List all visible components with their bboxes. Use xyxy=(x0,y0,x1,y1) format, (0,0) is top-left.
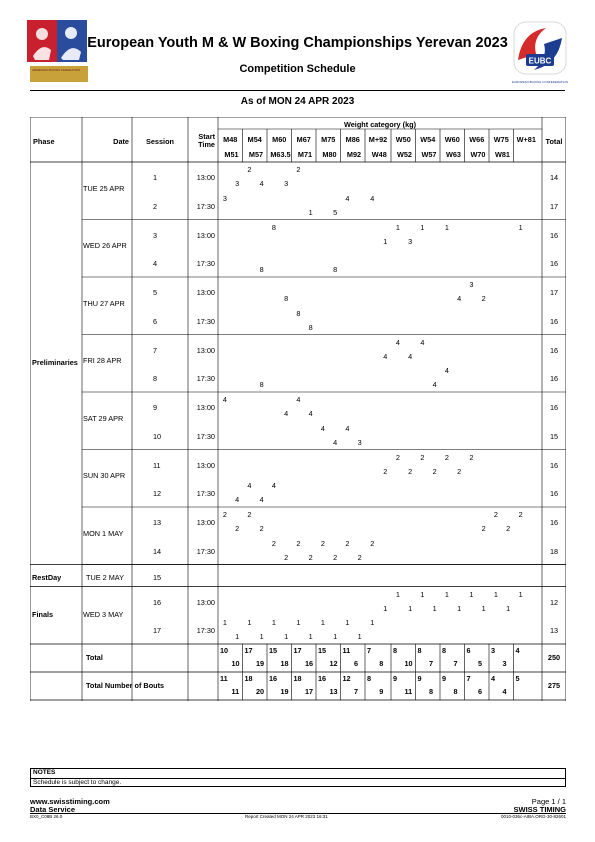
bouts-row-W66: 7 xyxy=(466,674,471,683)
day1-s2-start-time: 17:30 xyxy=(196,201,215,211)
day6-s2-start-time: 17:30 xyxy=(196,489,215,499)
bouts-row-M86: 12 xyxy=(342,674,351,683)
header-weight-W50: W50 xyxy=(395,135,411,144)
bouts-row-W70: 6 xyxy=(477,687,483,696)
day7-s2-count-M67: 2 xyxy=(296,538,301,548)
day6-s1-count-W52: 2 xyxy=(408,466,413,476)
notes-text: Schedule is subject to change. xyxy=(33,779,122,786)
header-weight-W81: W81 xyxy=(494,150,510,159)
finals-s2-count-M71: 1 xyxy=(308,632,313,642)
bouts-row-W63: 8 xyxy=(453,687,458,696)
phase-preliminaries: Preliminaries xyxy=(32,358,78,368)
day7-s2-count-M86: 2 xyxy=(345,538,350,548)
bouts-row-W54: 9 xyxy=(417,674,422,683)
finals-s2-count-M92: 1 xyxy=(357,632,362,642)
day6-s1-count-W57: 2 xyxy=(432,466,437,476)
day-date: MON 1 MAY xyxy=(83,528,124,538)
header-weight-W66: W66 xyxy=(469,135,485,144)
day2-s1-count-W48: 1 xyxy=(383,236,388,246)
finals-s2-count-M48: 1 xyxy=(222,618,227,628)
day2-s1-total: 16 xyxy=(549,230,559,240)
day1-s2-count-M48: 3 xyxy=(222,193,227,203)
day5-s2-count-M86: 4 xyxy=(345,423,350,433)
total-row-M57: 19 xyxy=(255,659,265,668)
day1-s2-total: 17 xyxy=(549,201,559,211)
finals-s1-count-W50: 1 xyxy=(395,589,400,599)
header-weight-W54: W54 xyxy=(420,135,436,144)
day6-s1-count-W63: 2 xyxy=(457,466,462,476)
day4-s1-session-number: 7 xyxy=(153,345,158,355)
day7-s1-count-W+81: 2 xyxy=(518,510,523,519)
finals-s1-count-W60: 1 xyxy=(444,589,449,599)
day5-s2-count-M80: 4 xyxy=(333,437,338,447)
page-subtitle: Competition Schedule xyxy=(239,63,356,75)
day6-s2-count-M57: 4 xyxy=(259,495,264,505)
bouts-row-M60: 16 xyxy=(269,674,278,683)
day3-s1-count-W63: 4 xyxy=(457,294,462,303)
day3-s1-session-number: 5 xyxy=(153,288,158,297)
header-session: Session xyxy=(146,137,174,146)
phase-finals: Finals xyxy=(32,610,54,620)
total-row-M60: 15 xyxy=(269,646,278,655)
day7-s2-count-M+92: 2 xyxy=(370,538,375,548)
finals-date: WED 3 MAY xyxy=(83,610,124,620)
day2-s1-start-time: 13:00 xyxy=(196,230,215,240)
page-title: European Youth M & W Boxing Championships Yerevan 2023 xyxy=(87,35,508,51)
total-row-W54: 8 xyxy=(417,646,422,655)
header-weight-W70: W70 xyxy=(470,150,486,159)
finals-s1-count-W57: 1 xyxy=(432,603,437,613)
right-logo-caption: EUROPEAN BOXING CONFEDERATION xyxy=(512,80,568,84)
phase-restday: RestDay xyxy=(32,572,62,582)
bouts-row-M92: 7 xyxy=(353,687,359,696)
day-date: THU 27 APR xyxy=(83,298,125,308)
total-row-M54: 17 xyxy=(244,646,253,655)
header-weight-W+81: W+81 xyxy=(516,135,536,144)
day2-s1-count-M60: 8 xyxy=(271,222,276,232)
finals-s1-count-W70: 1 xyxy=(481,603,486,613)
day4-s2-count-W60: 4 xyxy=(444,366,449,376)
day7-s1-count-M48: 2 xyxy=(222,510,227,519)
finals-s1-session-number: 16 xyxy=(153,597,162,607)
day7-s2-count-M92: 2 xyxy=(357,552,362,562)
day6-s1-count-W50: 2 xyxy=(395,452,400,462)
notes-title: NOTES xyxy=(33,769,56,776)
finals-s2-session-number: 17 xyxy=(153,626,162,636)
bouts-row-M48: 11 xyxy=(220,674,228,683)
day4-s1-start-time: 13:00 xyxy=(196,345,215,355)
finals-s1-count-W54: 1 xyxy=(420,589,425,599)
day7-s2-session-number: 14 xyxy=(153,546,162,556)
day4-s1-count-W50: 4 xyxy=(395,337,400,347)
day2-s1-count-W60: 1 xyxy=(444,222,449,232)
day5-s2-count-M75: 4 xyxy=(320,423,325,433)
day7-s2-count-M60: 2 xyxy=(271,538,276,548)
finals-s1-count-W75: 1 xyxy=(493,589,498,599)
day2-s1-count-W54: 1 xyxy=(420,222,425,232)
header-total: Total xyxy=(545,137,563,146)
header-weight-W52: W52 xyxy=(396,150,412,159)
total-row-W57: 7 xyxy=(428,659,434,668)
total-row-W66: 6 xyxy=(466,646,471,655)
day3-s2-total: 16 xyxy=(549,316,559,326)
total-row-M+92: 7 xyxy=(367,646,372,655)
day1-s1-count-M51: 3 xyxy=(235,179,240,188)
restday-session-number: 15 xyxy=(153,572,162,582)
finals-s2-count-M60: 1 xyxy=(271,618,276,628)
header-weight-category: Weight category (kg) xyxy=(343,120,417,129)
header-weight-W60: W60 xyxy=(444,135,460,144)
day5-s2-start-time: 17:30 xyxy=(196,431,215,441)
day6-s2-session-number: 12 xyxy=(153,489,162,499)
total-row-W81: 3 xyxy=(502,659,507,668)
day7-s1-count-M57: 2 xyxy=(259,524,264,533)
day7-s1-count-W70: 2 xyxy=(481,524,486,533)
day3-s2-count-M71: 8 xyxy=(308,322,313,332)
day2-s2-count-M80: 8 xyxy=(333,265,338,275)
bouts-row-M54: 18 xyxy=(244,674,253,683)
day4-s1-count-W48: 4 xyxy=(383,351,388,361)
footer-page-number: Page 1 / 1 xyxy=(531,797,566,806)
day4-s2-count-M57: 8 xyxy=(259,380,264,390)
day6-s2-count-M60: 4 xyxy=(271,481,276,491)
day5-s1-start-time: 13:00 xyxy=(196,403,215,412)
day4-s1-count-W52: 4 xyxy=(408,351,413,361)
finals-s2-count-M54: 1 xyxy=(247,618,252,628)
day2-s2-session-number: 4 xyxy=(153,259,158,269)
total-row-M75: 15 xyxy=(318,646,327,655)
day-date: SUN 30 APR xyxy=(83,471,126,481)
header-weight-M80: M80 xyxy=(322,150,337,159)
eubc-logo-text: EUBC xyxy=(528,56,552,66)
bouts-row-label: Total Number of Bouts xyxy=(86,681,165,690)
day1-s2-count-M86: 4 xyxy=(345,193,350,203)
bouts-row-W50: 9 xyxy=(393,674,398,683)
day2-s2-count-M57: 8 xyxy=(259,265,264,275)
footer-report-created: Report Created MON 24 APR 2023 16:31 xyxy=(245,814,328,819)
day1-s1-total: 14 xyxy=(549,173,559,182)
day7-s2-count-M71: 2 xyxy=(308,552,313,562)
day7-s1-count-M51: 2 xyxy=(235,524,240,533)
total-row-W48: 8 xyxy=(379,659,384,668)
day5-s1-count-M71: 4 xyxy=(308,409,313,418)
day4-s2-start-time: 17:30 xyxy=(196,374,215,384)
header-divider xyxy=(30,90,565,91)
day7-s1-total: 16 xyxy=(549,518,559,527)
total-row-label: Total xyxy=(86,653,103,662)
total-row-W+81: 4 xyxy=(515,646,520,655)
header-weight-M57: M57 xyxy=(248,150,264,159)
day5-s1-count-M48: 4 xyxy=(222,395,227,404)
day7-s2-start-time: 17:30 xyxy=(196,546,215,556)
total-row-W75: 3 xyxy=(491,646,496,655)
total-row-M80: 12 xyxy=(329,659,338,668)
day7-s2-count-M63.5: 2 xyxy=(284,552,289,562)
day5-s1-count-M67: 4 xyxy=(296,395,301,404)
day7-s1-count-W75: 2 xyxy=(493,510,498,519)
bouts-row-M80: 13 xyxy=(329,687,338,696)
bouts-row-M67: 18 xyxy=(293,674,302,683)
day2-s2-start-time: 17:30 xyxy=(196,259,215,269)
total-row-M63.5: 18 xyxy=(280,659,289,668)
finals-s2-count-M+92: 1 xyxy=(370,618,375,628)
bouts-row-W+81: 5 xyxy=(515,674,520,683)
header-weight-M63.5: M63.5 xyxy=(270,150,291,159)
day3-s1-total: 17 xyxy=(549,288,559,297)
bouts-row-W48: 9 xyxy=(379,687,384,696)
finals-s2-count-M67: 1 xyxy=(296,618,301,628)
day1-s1-start-time: 13:00 xyxy=(196,173,215,182)
day5-s1-count-M63.5: 4 xyxy=(284,409,289,418)
day6-s2-count-M54: 4 xyxy=(247,481,252,491)
day3-s1-count-W70: 2 xyxy=(481,294,486,303)
day3-s2-start-time: 17:30 xyxy=(196,316,215,326)
day-date: WED 26 APR xyxy=(83,241,127,251)
bouts-row-M+92: 8 xyxy=(367,674,372,683)
day7-s1-session-number: 13 xyxy=(153,518,162,527)
header-weight-M+92: M+92 xyxy=(368,135,388,144)
day2-s1-count-W50: 1 xyxy=(395,222,400,232)
footer-brand: SWISS TIMING xyxy=(513,805,566,814)
finals-s2-count-M86: 1 xyxy=(345,618,350,628)
day5-s2-count-M92: 3 xyxy=(357,437,362,447)
total-row-M71: 16 xyxy=(304,659,314,668)
header-weight-M71: M71 xyxy=(297,150,313,159)
footer-website: www.swisstiming.com xyxy=(30,797,110,806)
header-weight-M54: M54 xyxy=(247,135,262,144)
finals-s1-count-W81: 1 xyxy=(506,603,511,613)
schedule-table xyxy=(30,117,566,701)
header-start: Start xyxy=(198,132,215,141)
header-weight-M75: M75 xyxy=(321,135,336,144)
day7-s2-total: 18 xyxy=(549,546,559,556)
bouts-row-W60: 9 xyxy=(442,674,447,683)
day6-s2-total: 16 xyxy=(549,489,559,499)
finals-s1-count-W66: 1 xyxy=(469,589,474,599)
day-date: SAT 29 APR xyxy=(83,413,124,423)
header-weight-M51: M51 xyxy=(224,150,239,159)
finals-s1-count-W63: 1 xyxy=(457,603,462,613)
day3-s1-count-M63.5: 8 xyxy=(284,294,289,303)
bouts-row-M71: 17 xyxy=(304,687,314,696)
day1-s2-count-M71: 1 xyxy=(308,207,313,217)
day1-s2-count-M80: 5 xyxy=(333,207,338,217)
footer-data-service: Data Service xyxy=(30,805,76,814)
header-weight-M92: M92 xyxy=(346,150,362,159)
finals-s1-count-W+81: 1 xyxy=(518,589,523,599)
finals-s2-count-M80: 1 xyxy=(333,632,338,642)
header-weight-W48: W48 xyxy=(371,150,387,159)
day4-s2-count-W57: 4 xyxy=(432,380,437,390)
day7-s1-count-M54: 2 xyxy=(247,510,252,519)
finals-s2-count-M57: 1 xyxy=(259,632,264,642)
total-row-W50: 8 xyxy=(393,646,398,655)
bouts-row-value: 275 xyxy=(547,681,561,690)
bouts-row-M57: 20 xyxy=(255,687,265,696)
total-row-W63: 7 xyxy=(453,659,458,668)
day5-s2-total: 15 xyxy=(549,431,559,441)
day6-s1-total: 16 xyxy=(549,460,559,470)
day6-s1-count-W54: 2 xyxy=(420,452,425,462)
day1-s1-count-M54: 2 xyxy=(247,165,252,174)
day1-s1-count-M67: 2 xyxy=(296,165,301,174)
day7-s2-count-M75: 2 xyxy=(320,538,325,548)
finals-s2-count-M63.5: 1 xyxy=(284,632,289,642)
header-weight-M60: M60 xyxy=(272,135,287,144)
day6-s1-session-number: 11 xyxy=(153,460,161,470)
header-weight-M48: M48 xyxy=(223,135,238,144)
header-weight-W75: W75 xyxy=(493,135,509,144)
header-time: Time xyxy=(198,140,215,149)
total-row-W60: 8 xyxy=(442,646,447,655)
day2-s2-total: 16 xyxy=(549,259,559,269)
day4-s1-count-W54: 4 xyxy=(420,337,425,347)
day2-s1-session-number: 3 xyxy=(153,230,158,240)
header-weight-M86: M86 xyxy=(345,135,360,144)
finals-s1-count-W52: 1 xyxy=(408,603,413,613)
header-phase: Phase xyxy=(33,137,55,146)
restday-date: TUE 2 MAY xyxy=(86,572,124,582)
bouts-row-M63.5: 19 xyxy=(280,687,289,696)
finals-s1-start-time: 13:00 xyxy=(196,597,215,607)
footer-doc-code: BX0_C08B 26.0 xyxy=(30,814,63,819)
day5-s1-total: 16 xyxy=(549,403,559,412)
as-of-date: As of MON 24 APR 2023 xyxy=(240,96,355,107)
header-date: Date xyxy=(113,137,129,146)
total-row-value: 250 xyxy=(547,653,561,662)
day1-s2-session-number: 2 xyxy=(153,201,158,211)
header-weight-M67: M67 xyxy=(296,135,311,144)
day1-s2-count-M+92: 4 xyxy=(370,193,375,203)
day2-s1-count-W52: 3 xyxy=(408,236,413,246)
day7-s1-count-W81: 2 xyxy=(506,524,511,533)
day3-s2-session-number: 6 xyxy=(153,316,158,326)
day-date: TUE 25 APR xyxy=(83,183,125,193)
day1-s1-session-number: 1 xyxy=(153,173,158,182)
day6-s1-start-time: 13:00 xyxy=(196,460,215,470)
day5-s1-session-number: 9 xyxy=(153,403,158,412)
day6-s1-count-W48: 2 xyxy=(383,466,388,476)
day4-s2-total: 16 xyxy=(549,374,559,384)
day5-s2-session-number: 10 xyxy=(153,431,162,441)
finals-s1-count-W48: 1 xyxy=(383,603,388,613)
day6-s2-count-M51: 4 xyxy=(235,495,240,505)
total-row-W70: 5 xyxy=(477,659,483,668)
finals-s2-start-time: 17:30 xyxy=(196,626,215,636)
total-row-W52: 10 xyxy=(404,659,413,668)
day6-s1-count-W60: 2 xyxy=(444,452,449,462)
total-row-M48: 10 xyxy=(220,646,229,655)
bouts-row-W75: 4 xyxy=(491,674,496,683)
footer-reference: 0010-036c-AIBA.ORG-30-82601 xyxy=(500,814,566,819)
total-row-M92: 6 xyxy=(353,659,359,668)
bouts-row-M75: 16 xyxy=(318,674,327,683)
day3-s1-start-time: 13:00 xyxy=(196,288,215,297)
bouts-row-W81: 4 xyxy=(502,687,507,696)
day1-s1-count-M57: 4 xyxy=(259,179,264,188)
finals-s2-count-M75: 1 xyxy=(320,618,325,628)
left-logo-caption: ARMENIAN BOXING FEDERATION xyxy=(32,68,81,72)
total-row-M86: 11 xyxy=(342,646,351,655)
day2-s1-count-W+81: 1 xyxy=(518,222,523,232)
day4-s1-total: 16 xyxy=(549,345,559,355)
bouts-row-M51: 11 xyxy=(231,687,240,696)
total-row-M51: 10 xyxy=(231,659,240,668)
day4-s2-session-number: 8 xyxy=(153,374,158,384)
finals-s1-total: 12 xyxy=(549,597,559,607)
header-weight-W63: W63 xyxy=(445,150,461,159)
bouts-row-W57: 8 xyxy=(428,687,434,696)
bouts-row-W52: 11 xyxy=(404,687,413,696)
day7-s1-start-time: 13:00 xyxy=(196,518,215,527)
day6-s1-count-W66: 2 xyxy=(469,452,474,462)
total-row-M67: 17 xyxy=(293,646,302,655)
day7-s2-count-M80: 2 xyxy=(333,552,338,562)
day3-s2-count-M67: 8 xyxy=(296,308,301,318)
header-weight-W57: W57 xyxy=(421,150,437,159)
day3-s1-count-W66: 3 xyxy=(469,280,474,289)
finals-s2-total: 13 xyxy=(549,626,559,636)
finals-s2-count-M51: 1 xyxy=(235,632,240,642)
day-date: FRI 28 APR xyxy=(83,356,122,366)
day1-s1-count-M63.5: 3 xyxy=(284,179,289,188)
